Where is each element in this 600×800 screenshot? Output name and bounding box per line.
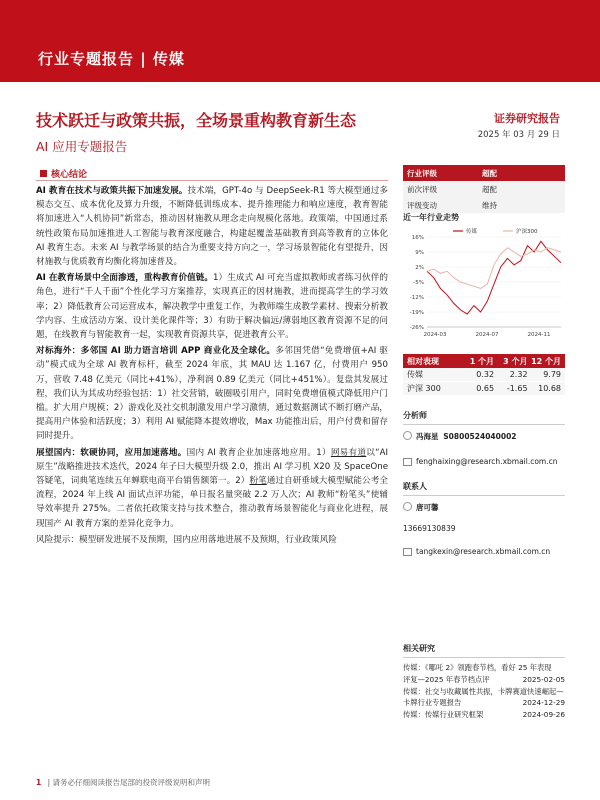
x-tick-label: 2024-07 [475, 332, 499, 338]
y-tick-label: 16% [411, 235, 424, 241]
y-tick-label: -19% [409, 310, 424, 316]
analyst-name-row [403, 429, 565, 444]
email-icon [403, 548, 412, 556]
related-item[interactable]: 传媒：《哪吒 2》领跑春节档，看好 25 年表现 [403, 663, 552, 672]
performance-header: 相对表现 1 个月 3 个月 12 个月 [403, 354, 565, 368]
report-category: 行业专题报告 | 传媒 [38, 50, 185, 68]
link-youdao[interactable]: 网易有道 [330, 447, 367, 458]
rating-row: 前次评级 超配 [407, 184, 497, 194]
report-date: 2025 年 03 月 29 日 [477, 130, 560, 140]
series-line-1 [427, 248, 561, 289]
related-item[interactable]: 传媒：社交与收藏属性共振，卡牌赛道快速崛起—卡牌行业专题报告 2024-12-29 [403, 687, 565, 707]
analyst-email[interactable]: fenghaixing@research.xbmail.com.cn [416, 457, 558, 466]
disclaimer: | 请务必仔细阅读报告尾部的投资评级说明和声明 [47, 778, 211, 787]
person-icon [403, 502, 412, 511]
header-bar [0, 0, 600, 82]
related-research [403, 643, 565, 721]
brand-label: 证券研究报告 [494, 112, 560, 125]
report-title: 技术跃迁与政策共振，全场景重构教育新生态 [36, 111, 357, 130]
paragraph-domestic: 展望国内：软硬协同，应用加速落地。国内 AI 教育企业加速落地应用。1）网易有道以“AI 原生”战略推进技术迭代，2024 年子曰大模型升级 2.0，推出 AI 学习机 X20 及 SpaceOne 答疑笔，词典笔连续五年蝉联电商平台销售额第一。2）粉笔通过自研垂域大模型赋能公考全流程，2024 年上线 AI 面试点评功能，单日报名量突破 2.2 万人次；AI 教师“粉笔头”使辅导效率提升 275%。二者依托政策支持与技术整合，推动教育场景智能化与商业化进程，展现国产 AI 教育方案的差异化竞争力。 [36, 447, 388, 529]
related-item[interactable]: 传媒：传媒行业研究框架 2024-09-26 [403, 710, 565, 719]
report-subtitle: AI 应用专题报告 [36, 139, 128, 154]
x-tick-label: 2024-11 [527, 332, 551, 338]
link-fenbi[interactable]: 粉笔 [249, 476, 267, 487]
y-tick-label: 2% [415, 265, 424, 271]
y-tick-label: -5% [413, 280, 424, 286]
y-tick-label: -26% [409, 325, 424, 331]
table-row: 沪深 300 0.65 -1.65 10.68 [403, 382, 565, 396]
analyst-license: S0800524040002 [443, 432, 517, 441]
square-bullet-icon [40, 170, 47, 177]
trend-chart-section [403, 212, 565, 344]
person-icon [403, 431, 412, 440]
contact-title: 联系人 [403, 481, 565, 496]
page-number: 1 [36, 778, 42, 787]
paragraph-scenarios: AI 在教育场景中全面渗透，重构教育价值链。1）生成式 AI 可充当虚拟教师或者练习伙伴的角色，进行“千人千面”个性化学习方案推荐，实现真正的因材施教，进而提高学生的学习效率；2）降低教育公司运营成本，解决教学中重复工作，为教师端生成教学素材、搜索分析教学内容、生成活动方案、设计美化课件等；3）有助于解决偏远/薄弱地区教育资源不足的问题，在线教育与智能教育一起，实现教育资源共享，促进教育公平。 [36, 273, 388, 341]
rating-row: 评级变动 维持 [407, 200, 497, 210]
paragraph-tech-policy: AI 教育在技术与政策共振下加速发展。技术端，GPT-4o 与 DeepSeek-R1 等大模型通过多模态交互、成本优化及算力升级，不断降低训练成本、提升推理能力和响应速度，教育智能将加速进入“人机协同”新常态，推动因材施教从理念走向规模化落地。政策端，中国通过系统性政策布局加速推进人工智能与教育深度融合，构建起覆盖基础教育到高等教育的立体化 AI 教育生态。未来 AI 与教学场景的结合为重要支持方向之一，学习场景智能化有望提升，因材施教与优质教育均衡化将加速普及。 [36, 186, 388, 268]
trend-chart-title: 近一年行业走势 [403, 213, 459, 222]
analyst-email-row [403, 454, 565, 469]
y-tick-label: -12% [409, 295, 424, 301]
paragraph-overseas: 对标海外：多邻国 AI 助力语言培训 APP 商业化及全球化。多邻国凭借“免费增值+AI 驱动”模式成为全球 AI 教育标杆，截至 2024 年底，其 MAU 达 1.167 亿，付费用户 950 万，营收 7.48 亿美元（同比+41%），净利润 0.89 亿美元（同比+451%）。复盘其发展过程，我们认为其成功经验包括：1）社交营销，破圈吸引用户，同时免费增值模式降低用户门槛。扩大用户规模；2）游戏化及社交机制激发用户学习激情，通过数据测试不断打磨产品，提高用户体验和活跃度；3）利用 AI 赋能降本提效增收，Max 功能推出后，用户付费和留存同时提升。 [36, 346, 388, 442]
trend-chart [403, 223, 565, 341]
related-item[interactable]: 评复—2025 年春节档点评 2025-02-05 [403, 675, 565, 684]
analyst-name: 冯海星 [416, 432, 439, 441]
legend-label: 沪深300 [516, 229, 538, 235]
related-title: 相关研究 [403, 643, 565, 658]
y-tick-label: 9% [415, 250, 424, 256]
contact-phone: 13669130839 [403, 524, 456, 533]
risk-warning: 风险提示：模型研发进展不及预期，国内应用落地进展不及预期，行业政策风险 [36, 534, 337, 545]
contact-email[interactable]: tangkexin@research.xbmail.com.cn [416, 547, 551, 556]
contact-name-row [403, 500, 565, 515]
email-icon [403, 458, 412, 466]
x-tick-label: 2024-03 [423, 332, 447, 338]
footer [36, 777, 210, 788]
rating-table [403, 165, 565, 213]
rating-row: 行业评级 超配 [403, 165, 565, 181]
table-row: 传媒 0.32 2.32 9.79 [403, 368, 565, 382]
contact-email-row [403, 544, 565, 559]
analyst-section [403, 410, 565, 559]
core-conclusion-header [36, 167, 388, 181]
rating-panel [403, 165, 565, 213]
performance-table [403, 354, 565, 396]
analyst-title: 分析师 [403, 410, 565, 425]
contact-name: 唐可馨 [416, 503, 439, 512]
main-body [36, 184, 388, 547]
legend-label: 传媒 [466, 229, 478, 235]
core-conclusion-label: 核心结论 [51, 170, 88, 180]
